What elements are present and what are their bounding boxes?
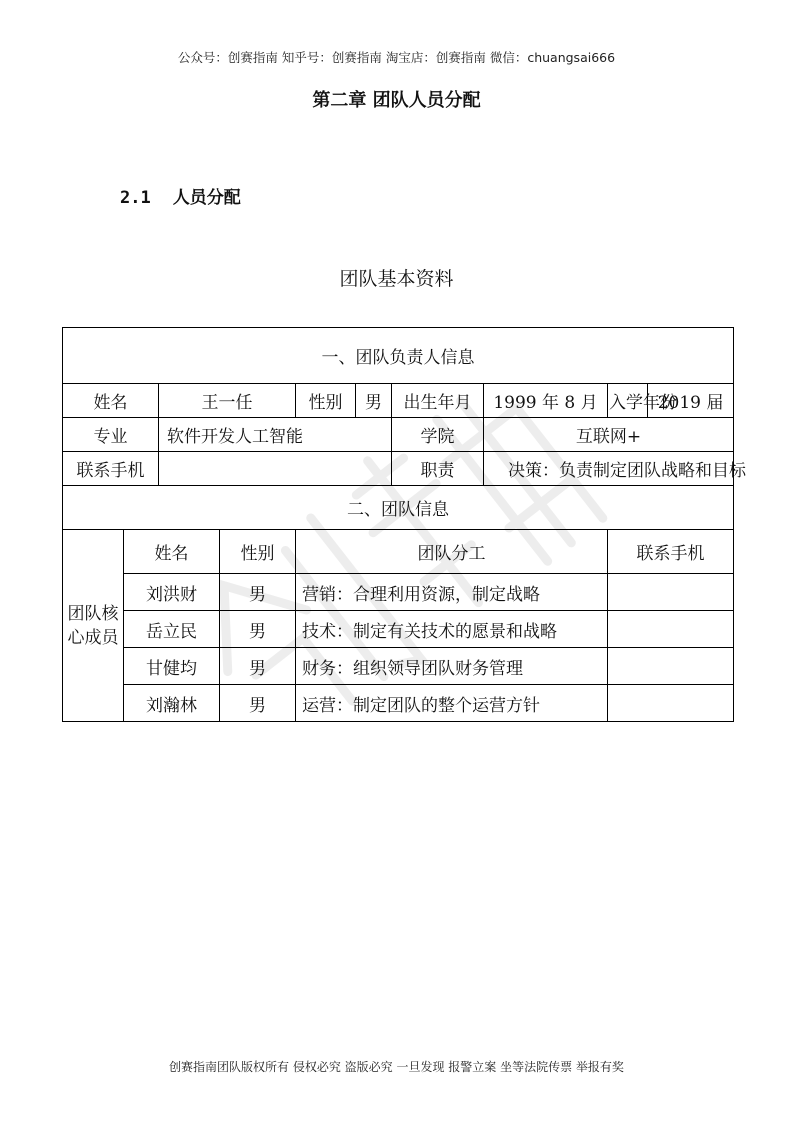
member-name: 刘瀚林: [124, 685, 220, 722]
member-phone: [608, 685, 734, 722]
section-number: 2.1: [120, 188, 151, 208]
member-gender: 男: [220, 648, 296, 685]
core-members-label: 团队核心成员: [63, 530, 124, 722]
col-role-header: 团队分工: [296, 530, 608, 574]
enroll-label: 入学年份: [608, 384, 648, 418]
member-phone: [608, 574, 734, 611]
member-row: [63, 648, 734, 685]
leader-major: 软件开发人工智能: [159, 418, 392, 452]
birth-label: 出生年月: [392, 384, 484, 418]
member-row: [63, 574, 734, 611]
member-role: 技术：制定有关技术的愿景和战略: [296, 611, 608, 648]
table-title: 团队基本资料: [339, 268, 454, 290]
member-role: 财务：组织领导团队财务管理: [296, 648, 608, 685]
leader-name: 王一任: [159, 384, 296, 418]
member-name: 刘洪财: [124, 574, 220, 611]
page-footer: 创赛指南团队版权所有 侵权必究 盗版必究 一旦发现 报警立案 坐等法院传票 举报有奖: [169, 1060, 624, 1074]
gender-label: 性别: [296, 384, 356, 418]
team-info-table: [62, 327, 746, 722]
major-label: 专业: [63, 418, 159, 452]
leader-phone: [159, 452, 392, 486]
leader-enroll: 2019 届: [648, 384, 734, 418]
col-phone-header: 联系手机: [608, 530, 734, 574]
member-gender: 男: [220, 685, 296, 722]
member-phone: [608, 611, 734, 648]
team-section-heading: 二、团队信息: [63, 486, 734, 530]
chapter-title: 第二章 团队人员分配: [312, 90, 481, 111]
leader-gender: 男: [356, 384, 392, 418]
member-row: [63, 611, 734, 648]
leader-section-heading: 一、团队负责人信息: [63, 328, 734, 384]
section-heading: [120, 183, 241, 208]
col-gender-header: 性别: [220, 530, 296, 574]
page-header: 公众号：创赛指南 知乎号：创赛指南 淘宝店：创赛指南 微信：chuangsai666: [177, 50, 616, 65]
name-label: 姓名: [63, 384, 159, 418]
member-gender: 男: [220, 574, 296, 611]
leader-birth: 1999 年 8 月: [484, 384, 608, 418]
member-gender: 男: [220, 611, 296, 648]
phone-label: 联系手机: [63, 452, 159, 486]
member-phone: [608, 648, 734, 685]
member-name: 岳立民: [124, 611, 220, 648]
section-title: 人员分配: [172, 188, 241, 208]
member-role: 营销：合理利用资源，制定战略: [296, 574, 608, 611]
member-row: [63, 685, 734, 722]
duty-label: 职责: [392, 452, 484, 486]
col-name-header: 姓名: [124, 530, 220, 574]
college-label: 学院: [392, 418, 484, 452]
member-name: 甘健均: [124, 648, 220, 685]
leader-college: 互联网+: [484, 418, 734, 452]
member-role: 运营：制定团队的整个运营方针: [296, 685, 608, 722]
leader-duty: 决策：负责制定团队战略和目标: [484, 452, 734, 486]
